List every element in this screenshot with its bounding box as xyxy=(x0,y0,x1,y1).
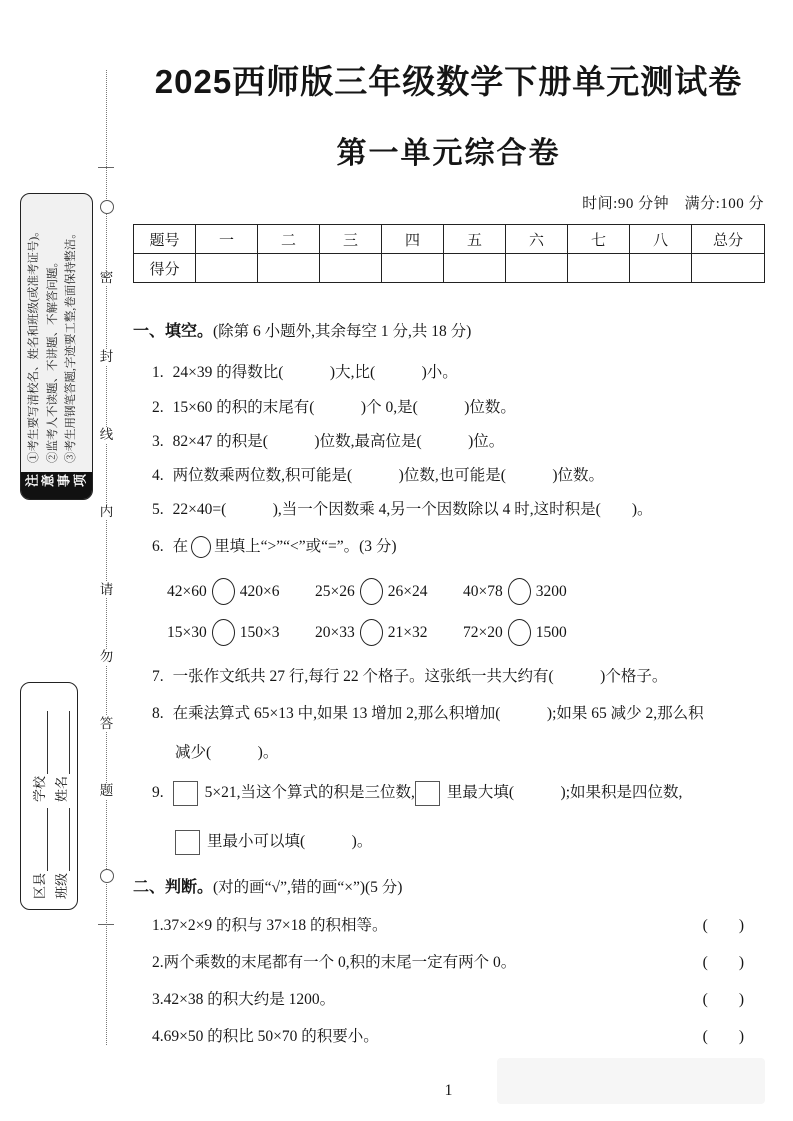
header-cell: 七 xyxy=(568,225,630,254)
fill-question-8-line2 xyxy=(175,740,278,762)
question-number: 1. xyxy=(152,364,164,381)
compare-row xyxy=(167,619,611,646)
question-text: 5×21,当这个算式的积是三位数, xyxy=(204,784,415,801)
question-text: 22×40=( ),当一个因数乘 4,另一个因数除以 4 时,这时积是( )。 xyxy=(172,501,653,518)
compare-item xyxy=(463,578,611,605)
judge-answer-paren: ( ) xyxy=(702,954,744,971)
student-info-box xyxy=(20,682,78,910)
compare-right: 1500 xyxy=(535,623,567,641)
page-number: 1 xyxy=(444,1082,453,1099)
question-text: 37×2×9 的积与 37×18 的积相等。 xyxy=(163,917,388,934)
compare-item xyxy=(315,578,463,605)
question-number: 4. xyxy=(152,467,164,484)
question-number: 2. xyxy=(152,954,164,971)
compare-right: 150×3 xyxy=(239,623,280,641)
seal-dotted-line xyxy=(106,70,107,1045)
class-blank-line xyxy=(55,808,70,871)
judge-text xyxy=(152,913,387,935)
unit-title: 第一单元综合卷 xyxy=(336,137,561,170)
question-text: 15×60 的积的末尾有( )个 0,是( )位数。 xyxy=(172,399,516,416)
header-cell: 三 xyxy=(320,225,382,254)
question-text: 在乘法算式 65×13 中,如果 13 增加 2,那么积增加( );如果 65 减少 2,那么积 xyxy=(172,705,704,722)
school-blank-line xyxy=(33,711,48,774)
seal-circle-icon xyxy=(100,200,114,214)
score-empty-cell xyxy=(258,254,320,283)
seal-circle-icon xyxy=(100,869,114,883)
compare-circle-blank xyxy=(212,619,235,646)
question-number: 7. xyxy=(152,668,164,685)
judge-answer-paren: ( ) xyxy=(702,991,744,1008)
field-label-class: 班级 xyxy=(53,872,69,899)
header-cell: 总分 xyxy=(692,225,765,254)
fill-question-8 xyxy=(152,701,704,723)
notice-item: ③考生用钢笔答题,字迹要工整,卷面保持整洁。 xyxy=(65,227,78,463)
question-text: 24×39 的得数比( )大,比( )小。 xyxy=(172,364,458,381)
seal-line-char: 题 xyxy=(97,783,116,799)
compare-item xyxy=(167,578,315,605)
judge-question-1 xyxy=(152,913,744,935)
name-blank-line xyxy=(55,711,70,774)
compare-row xyxy=(167,578,611,605)
judge-text xyxy=(152,987,335,1009)
header-cell: 六 xyxy=(506,225,568,254)
header-cell: 二 xyxy=(258,225,320,254)
fill-question-5 xyxy=(152,497,653,519)
compare-left: 42×60 xyxy=(167,582,207,600)
seal-line-char: 请 xyxy=(97,582,116,598)
fill-question-9-line2 xyxy=(175,829,372,855)
fill-question-1 xyxy=(152,360,458,382)
question-number: 3. xyxy=(152,991,164,1008)
question-number: 9. xyxy=(152,784,164,801)
header-cell: 题号 xyxy=(134,225,196,254)
question-number: 6. xyxy=(152,538,164,555)
question-number: 1. xyxy=(152,917,164,934)
judge-question-4 xyxy=(152,1024,744,1046)
paper-content xyxy=(133,0,764,1121)
judge-question-3 xyxy=(152,987,744,1009)
notice-item: ①考生要写清校名、姓名和班级(或准考证号)。 xyxy=(28,225,40,463)
page-title: 2025西师版三年级数学下册单元测试卷 xyxy=(154,63,743,100)
question-text: 两位数乘两位数,积可能是( )位数,也可能是( )位数。 xyxy=(172,467,605,484)
notice-box-body xyxy=(21,194,92,472)
answer-box-blank xyxy=(173,781,198,806)
section-fill-header xyxy=(133,318,471,341)
section-judge-title: 二、判断。 xyxy=(133,879,214,896)
compare-left: 72×20 xyxy=(463,623,503,641)
score-empty-cell xyxy=(630,254,692,283)
header-cell: 五 xyxy=(444,225,506,254)
fill-question-4 xyxy=(152,463,604,485)
question-number: 2. xyxy=(152,399,164,416)
compare-right: 26×24 xyxy=(387,582,428,600)
score-empty-cell xyxy=(568,254,630,283)
question-text: 里最小可以填( )。 xyxy=(207,833,373,850)
score-empty-cell xyxy=(444,254,506,283)
question-number: 8. xyxy=(152,705,164,722)
question-text: 82×47 的积是( )位数,最高位是( )位。 xyxy=(172,433,505,450)
question-text: 在 xyxy=(172,538,189,555)
compare-left: 25×26 xyxy=(315,582,355,600)
compare-circle-blank xyxy=(360,578,383,605)
student-info-row xyxy=(51,693,70,899)
judge-answer-paren: ( ) xyxy=(702,1028,744,1045)
header-cell: 一 xyxy=(196,225,258,254)
score-empty-cell xyxy=(196,254,258,283)
compare-item xyxy=(167,619,315,646)
section-fill-note: (除第 6 小题外,其余每空 1 分,共 18 分) xyxy=(213,323,472,340)
header-cell: 四 xyxy=(382,225,444,254)
score-empty-cell xyxy=(382,254,444,283)
score-table-score-row xyxy=(134,254,765,283)
compare-right: 21×32 xyxy=(387,623,428,641)
fill-question-6 xyxy=(152,534,397,558)
seal-line-char: 内 xyxy=(97,504,116,520)
compare-circle-blank xyxy=(191,536,211,558)
question-text: 减少( )。 xyxy=(175,744,279,761)
fill-question-9 xyxy=(152,780,682,806)
judge-question-2 xyxy=(152,950,744,972)
score-label-cell: 得分 xyxy=(134,254,196,283)
score-empty-cell xyxy=(506,254,568,283)
student-info-row xyxy=(29,693,48,899)
notice-box xyxy=(20,193,93,500)
question-number: 4. xyxy=(152,1028,164,1045)
judge-text xyxy=(152,950,516,972)
question-text: 69×50 的积比 50×70 的积要小。 xyxy=(163,1028,379,1045)
notice-item: ②监考人不读题、不讲题、不解答问题。 xyxy=(46,256,59,463)
section-fill-title: 一、填空。 xyxy=(133,323,214,340)
seal-dash-icon xyxy=(98,167,114,168)
score-empty-cell xyxy=(320,254,382,283)
section-judge-note: (对的画“√”,错的画“×”)(5 分) xyxy=(213,879,403,896)
question-text: 42×38 的积大约是 1200。 xyxy=(163,991,336,1008)
compare-circle-blank xyxy=(360,619,383,646)
compare-item xyxy=(315,619,463,646)
seal-line-char: 密 xyxy=(97,270,116,286)
score-empty-cell xyxy=(692,254,765,283)
header-cell: 八 xyxy=(630,225,692,254)
fill-question-2 xyxy=(152,395,516,417)
compare-left: 40×78 xyxy=(463,582,503,600)
seal-line-char: 勿 xyxy=(97,649,116,665)
scan-watermark-area xyxy=(497,1058,765,1104)
field-label-district: 区县 xyxy=(31,872,47,899)
notice-box-label: 注意事项 xyxy=(21,472,92,499)
section-judge-header xyxy=(133,874,402,897)
time-score-info: 时间:90 分钟 满分:100 分 xyxy=(582,196,764,212)
question-number: 3. xyxy=(152,433,164,450)
district-blank-line xyxy=(33,808,48,871)
question-text: 两个乘数的末尾都有一个 0,积的末尾一定有两个 0。 xyxy=(163,954,517,971)
compare-right: 3200 xyxy=(535,582,567,600)
score-table-header-row xyxy=(134,225,765,254)
compare-right: 420×6 xyxy=(239,582,280,600)
fill-question-7 xyxy=(152,664,667,686)
answer-box-blank xyxy=(415,781,440,806)
seal-line-char: 封 xyxy=(97,349,116,365)
compare-circle-blank xyxy=(212,578,235,605)
seal-line-char: 线 xyxy=(97,427,116,443)
question-text: 里最大填( );如果积是四位数, xyxy=(446,784,683,801)
question-number: 5. xyxy=(152,501,164,518)
question-text: 一张作文纸共 27 行,每行 22 个格子。这张纸一共大约有( )个格子。 xyxy=(172,668,668,685)
compare-left: 15×30 xyxy=(167,623,207,641)
score-table xyxy=(133,224,765,283)
compare-circle-blank xyxy=(508,578,531,605)
answer-box-blank xyxy=(175,830,200,855)
field-label-school: 学校 xyxy=(31,775,47,802)
question-text: 里填上“>”“<”或“=”。(3 分) xyxy=(214,538,397,555)
compare-circle-blank xyxy=(508,619,531,646)
compare-item xyxy=(463,619,611,646)
seal-line-char: 答 xyxy=(97,716,116,732)
fill-question-3 xyxy=(152,429,504,451)
judge-answer-paren: ( ) xyxy=(702,917,744,934)
seal-dash-icon xyxy=(98,924,114,925)
field-label-name: 姓名 xyxy=(53,775,69,802)
judge-text xyxy=(152,1024,379,1046)
compare-left: 20×33 xyxy=(315,623,355,641)
